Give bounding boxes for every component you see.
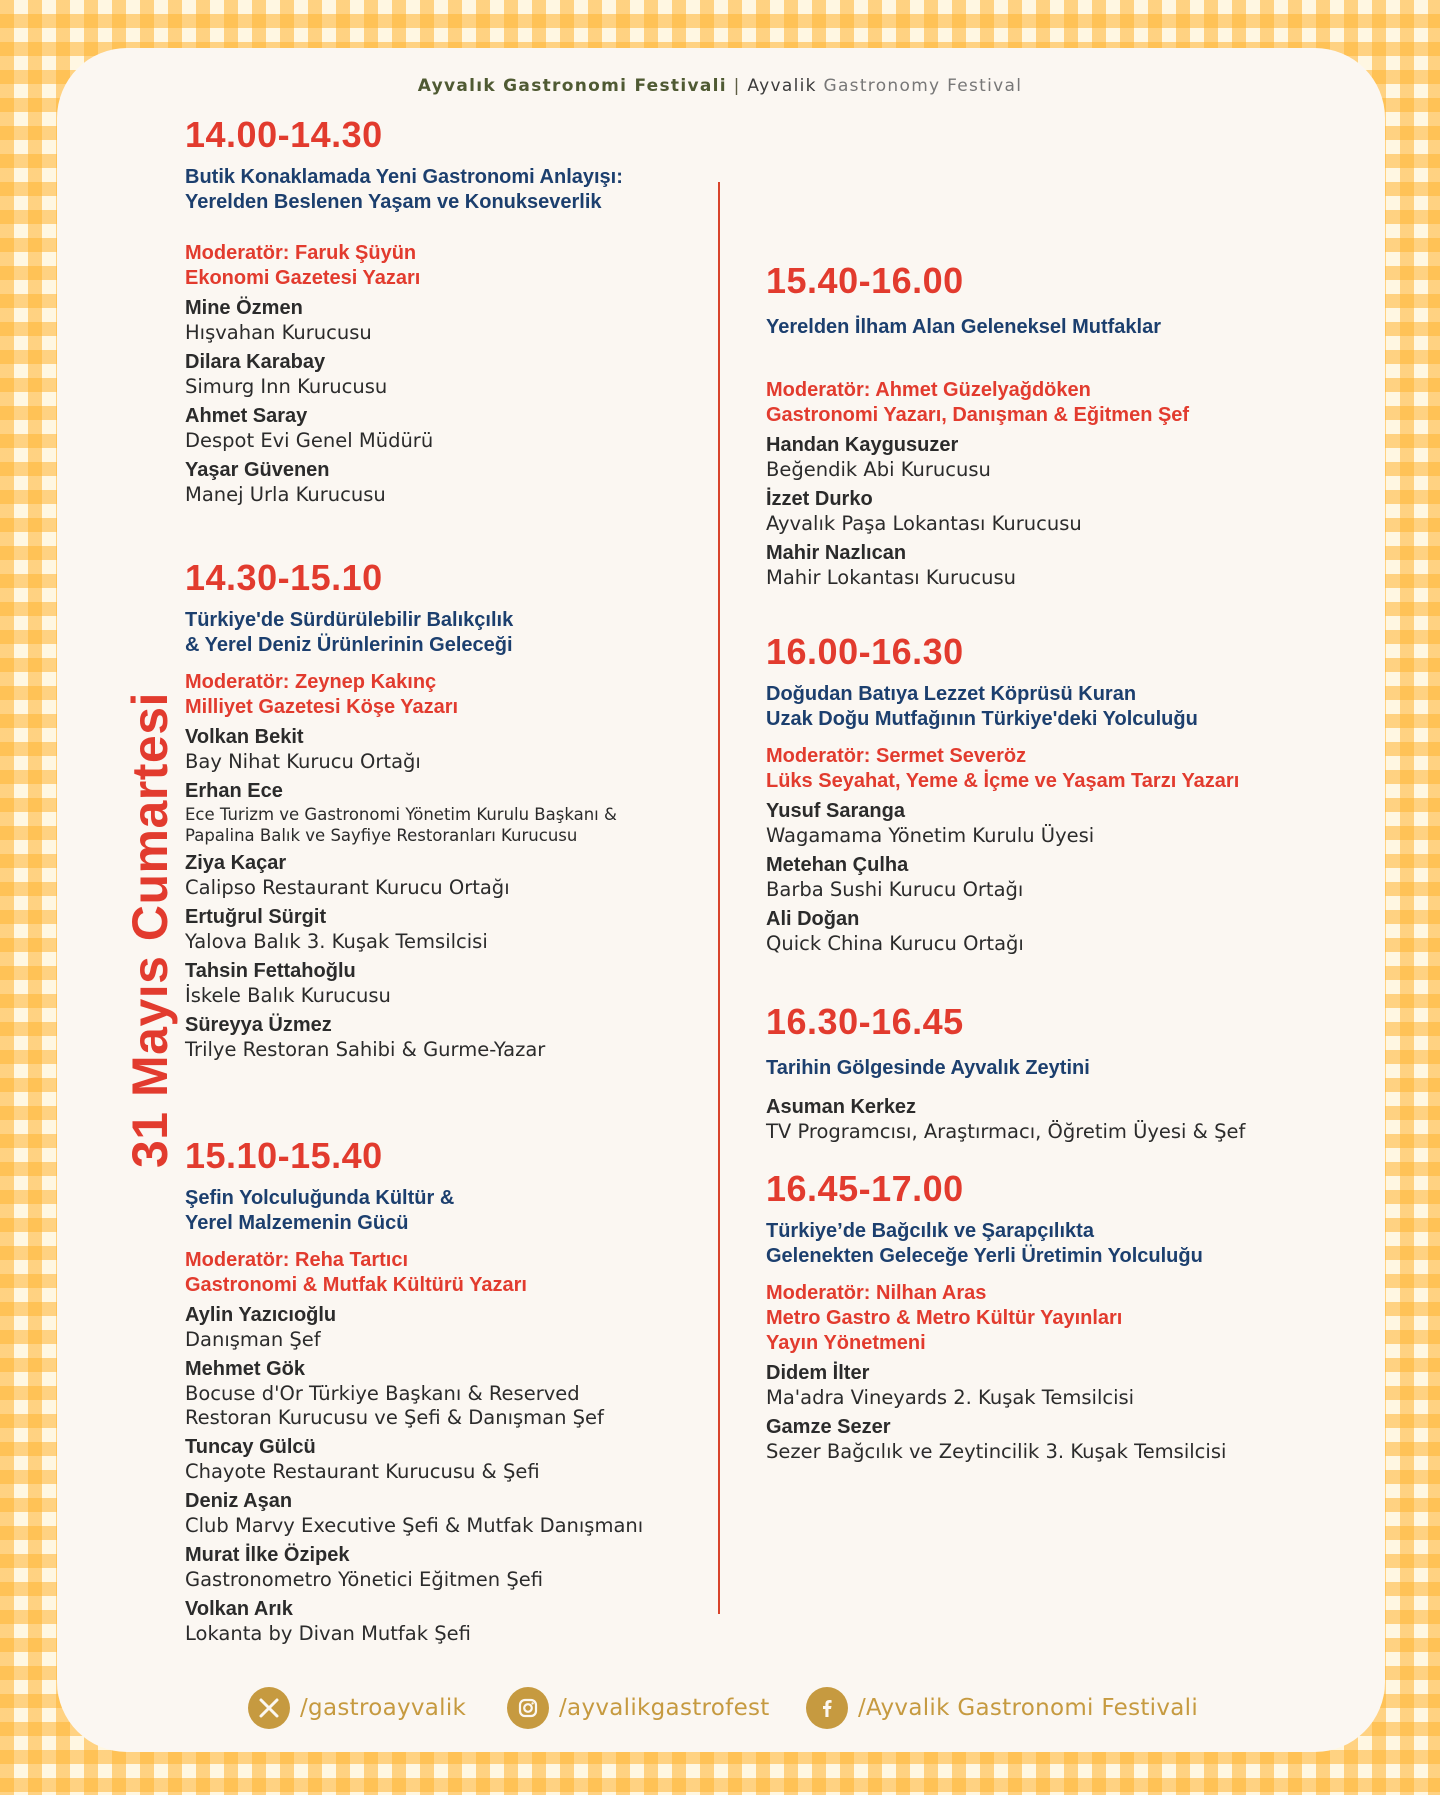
speaker-name: Metehan Çulha [766,854,909,876]
session-title [766,1056,1366,1081]
speaker-role: Sezer Bağcılık ve Zeytincilik 3. Kuşak Temsilcisi [766,1440,1227,1463]
speaker [766,487,1366,536]
session-moderator [766,744,1366,794]
speaker-name: Asuman Kerkez [766,1096,917,1118]
session-time: 14.00-14.30 [185,114,383,155]
session-title [185,608,745,658]
speaker-role: Mahir Lokantası Kurucusu [766,566,1016,589]
moderator-line: Moderatör: Zeynep Kakınç [185,671,437,693]
speaker-role: Lokanta by Divan Mutfak Şefi [185,1622,471,1645]
instagram-icon [507,1687,549,1729]
moderator-line: Milliyet Gazetesi Köşe Yazarı [185,696,459,718]
speaker-name: Mine Özmen [185,297,303,319]
session-title-line: Yerelden İlham Alan Geleneksel Mutfaklar [766,316,1161,338]
moderator-line: Yayın Yönetmeni [766,1332,926,1354]
speaker-role: Yalova Balık 3. Kuşak Temsilcisi [185,930,488,953]
session-moderator [766,1281,1366,1356]
session-1600 [766,632,1366,956]
moderator-line: Moderatör: Faruk Şüyün [185,242,417,264]
session-title-line: Yerelden Beslenen Yaşam ve Konukseverlik [185,191,602,213]
speaker-role: Ece Turizm ve Gastronomi Yönetim Kurulu Başkanı & [185,805,617,824]
speaker-role: Chayote Restaurant Kurucusu & Şefi [185,1460,540,1483]
session-time: 14.30-15.10 [185,557,383,598]
facebook-handle[interactable]: /Ayvalik Gastronomi Festivali [858,1695,1199,1721]
social-instagram[interactable] [507,1687,770,1729]
speaker-role: Ma'adra Vineyards 2. Kuşak Temsilcisi [766,1386,1135,1409]
speaker-name: Yusuf Saranga [766,800,905,822]
moderator-line: Moderatör: Nilhan Aras [766,1282,987,1304]
speaker-role: Bocuse d'Or Türkiye Başkanı & Reserved [185,1382,580,1405]
speaker [185,1013,745,1062]
speaker-name: Didem İlter [766,1362,870,1384]
speaker [185,1597,745,1646]
speaker-name: Mahir Nazlıcan [766,542,907,564]
speaker [766,853,1366,902]
social-x[interactable] [248,1687,466,1729]
speaker-name: Aylin Yazıcıoğlu [185,1304,337,1326]
session-title [766,1219,1366,1269]
speaker-role: Club Marvy Executive Şefi & Mutfak Danışmanı [185,1514,644,1537]
session-title-line: Doğudan Batıya Lezzet Köprüsü Kuran [766,683,1137,705]
speaker-role: Gastronometro Yönetici Eğitmen Şefi [185,1568,544,1591]
speaker-role: Simurg Inn Kurucusu [185,375,388,398]
session-title [185,165,745,215]
session-time: 15.10-15.40 [185,1135,383,1176]
speaker-role: İskele Balık Kurucusu [185,984,391,1007]
session-title-line: Gelenekten Geleceğe Yerli Üretimin Yolculuğu [766,1245,1203,1267]
speaker-role: Papalina Balık ve Sayfiye Restoranları Kurucusu [185,826,578,845]
speaker-role: Danışman Şef [185,1328,321,1351]
session-title [766,682,1366,732]
session-time: 16.45-17.00 [766,1168,964,1209]
page-header [0,76,1440,96]
speaker-name: Yaşar Güvenen [185,459,330,481]
speaker-name: Ali Doğan [766,908,860,930]
session-title [185,1186,745,1236]
speaker [185,404,745,453]
session-moderator [185,1248,745,1298]
session-title-line: Uzak Doğu Mutfağının Türkiye'deki Yolculuğu [766,708,1198,730]
speaker [766,907,1366,956]
speaker-role: Calipso Restaurant Kurucu Ortağı [185,876,510,899]
speaker [766,799,1366,848]
speaker [185,851,745,900]
session-1630 [766,1002,1366,1144]
session-time: 16.00-16.30 [766,631,964,672]
session-title-line: Türkiye'de Sürdürülebilir Balıkçılık [185,609,514,631]
session-1540 [766,261,1366,590]
speaker-name: Ahmet Saray [185,405,308,427]
speaker-name: Volkan Arık [185,1598,293,1620]
social-facebook[interactable] [806,1687,1198,1729]
speaker-role: Barba Sushi Kurucu Ortağı [766,878,1024,901]
speaker-name: Ziya Kaçar [185,852,287,874]
speaker-name: İzzet Durko [766,488,873,510]
speaker-role: Despot Evi Genel Müdürü [185,429,434,452]
session-1400 [185,115,745,507]
session-time: 16.30-16.45 [766,1001,964,1042]
speaker-name: Mehmet Gök [185,1358,306,1380]
speaker [766,433,1366,482]
speaker-role: Restoran Kurucusu ve Şefi & Danışman Şef [185,1406,604,1429]
moderator-line: Gastronomi & Mutfak Kültürü Yazarı [185,1274,527,1296]
speaker-role: Wagamama Yönetim Kurulu Üyesi [766,824,1095,847]
session-title-line: & Yerel Deniz Ürünlerinin Geleceği [185,634,513,656]
session-title-line: Tarihin Gölgesinde Ayvalık Zeytini [766,1057,1090,1079]
speaker [185,1543,745,1592]
session-title-line: Yerel Malzemenin Gücü [185,1212,409,1234]
speaker-name: Ertuğrul Sürgit [185,906,327,928]
session-moderator [185,241,745,291]
speaker-name: Erhan Ece [185,780,283,802]
facebook-icon [806,1687,848,1729]
speaker-name: Deniz Aşan [185,1490,293,1512]
speaker [185,725,745,774]
speaker [766,541,1366,590]
moderator-line: Moderatör: Reha Tartıcı [185,1249,408,1271]
speaker [185,458,745,507]
festival-name-en-a: Ayvalik [747,76,817,96]
session-title-line: Şefin Yolculuğunda Kültür & [185,1187,455,1209]
x-icon [248,1687,290,1729]
speaker [185,905,745,954]
speaker-role: Bay Nihat Kurucu Ortağı [185,750,421,773]
speaker-role: Trilye Restoran Sahibi & Gurme-Yazar [185,1038,546,1061]
session-moderator [766,378,1366,428]
moderator-line: Moderatör: Ahmet Güzelyağdöken [766,379,1091,401]
session-moderator [185,670,745,720]
speaker [185,1435,745,1484]
x-handle[interactable]: /gastroayvalik [300,1695,467,1721]
speaker-role: TV Programcısı, Araştırmacı, Öğretim Üyesi & Şef [766,1120,1246,1143]
speaker-name: Volkan Bekit [185,726,304,748]
speaker-name: Tahsin Fettahoğlu [185,960,356,982]
session-1430 [185,558,745,1062]
moderator-line: Metro Gastro & Metro Kültür Yayınları [766,1307,1123,1329]
moderator-line: Ekonomi Gazetesi Yazarı [185,267,421,289]
festival-name-tr: Ayvalık Gastronomi Festivali [417,76,727,96]
speaker-role: Quick China Kurucu Ortağı [766,932,1024,955]
speaker [185,296,745,345]
speaker-name: Dilara Karabay [185,351,326,373]
speaker [766,1415,1366,1464]
speaker-role: Beğendik Abi Kurucusu [766,458,991,481]
speaker [185,779,745,846]
speaker-name: Murat İlke Özipek [185,1544,350,1566]
event-date: 31 Mayıs Cumartesi [122,692,178,1168]
moderator-line: Lüks Seyahat, Yeme & İçme ve Yaşam Tarzı Yazarı [766,770,1240,792]
header-separator: | [733,76,741,96]
session-title-line: Türkiye’de Bağcılık ve Şarapçılıkta [766,1220,1094,1242]
moderator-line: Gastronomi Yazarı, Danışman & Eğitmen Şef [766,404,1190,426]
session-time: 15.40-16.00 [766,260,964,301]
speaker [185,959,745,1008]
speaker-role: Manej Urla Kurucusu [185,483,386,506]
speaker [185,1303,745,1352]
speaker [766,1361,1366,1410]
speaker-role: Ayvalık Paşa Lokantası Kurucusu [766,512,1082,535]
moderator-line: Moderatör: Sermet Severöz [766,745,1027,767]
speaker [185,1489,745,1538]
speaker [185,350,745,399]
speaker-name: Handan Kaygusuzer [766,434,959,456]
festival-name-en-b: Gastronomy Festival [823,76,1023,96]
speaker [185,1357,745,1430]
speaker-name: Tuncay Gülcü [185,1436,316,1458]
session-title [766,315,1366,340]
speaker-name: Gamze Sezer [766,1416,891,1438]
speaker-role: Hışvahan Kurucusu [185,321,372,344]
session-1510 [185,1136,745,1646]
speaker-name: Süreyya Üzmez [185,1014,332,1036]
session-1645 [766,1169,1366,1464]
speaker [766,1095,1366,1144]
instagram-handle[interactable]: /ayvalikgastrofest [559,1695,770,1721]
session-title-line: Butik Konaklamada Yeni Gastronomi Anlayışı: [185,166,623,188]
